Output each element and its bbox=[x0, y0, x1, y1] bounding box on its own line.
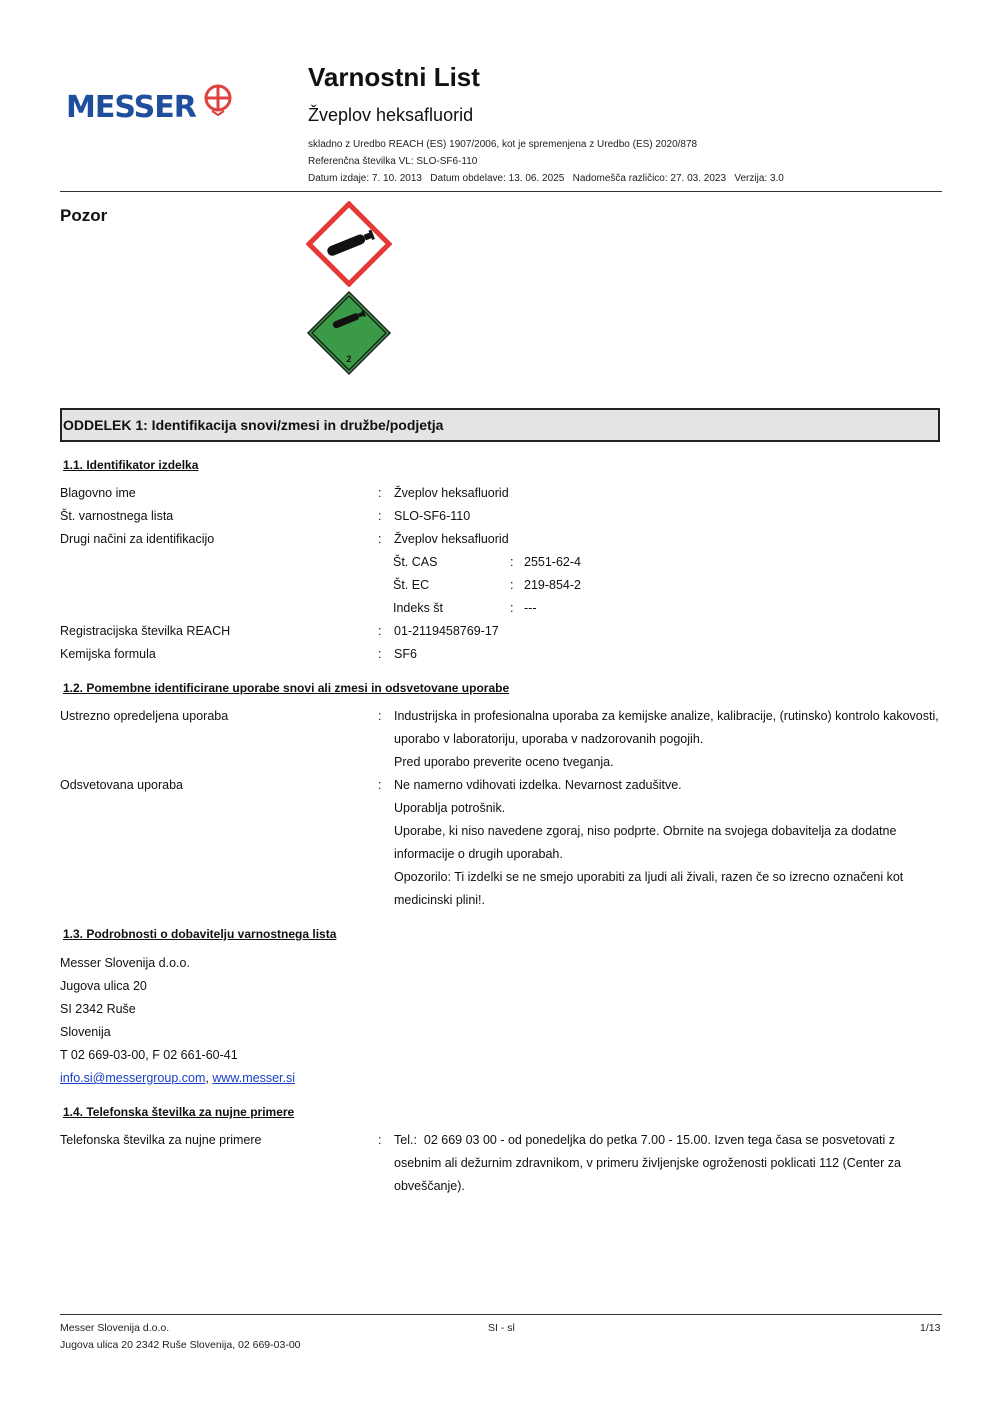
email-link[interactable]: info.si@messergroup.com bbox=[60, 1071, 206, 1085]
id-label: Št. CAS bbox=[393, 555, 438, 569]
field-label: Ustrezno opredeljena uporaba bbox=[60, 709, 229, 723]
colon: : bbox=[378, 509, 382, 523]
field-value: Žveplov heksafluorid bbox=[394, 532, 509, 546]
separator: , bbox=[205, 1071, 213, 1085]
colon: : bbox=[378, 624, 382, 638]
id-value: --- bbox=[524, 601, 537, 615]
supplier-contacts bbox=[60, 1071, 295, 1085]
colon: : bbox=[378, 486, 382, 500]
messer-logo-icon bbox=[203, 84, 233, 116]
document-title: Varnostni List bbox=[308, 62, 480, 92]
subsection-1-3-heading: 1.3. Podrobnosti o dobavitelju varnostnega lista bbox=[63, 927, 337, 941]
footer-address: Jugova ulica 20 2342 Ruše Slovenija, 02 669-03-00 bbox=[60, 1339, 301, 1351]
footer-company: Messer Slovenija d.o.o. bbox=[60, 1322, 170, 1334]
field-value: Žveplov heksafluorid bbox=[394, 486, 509, 500]
colon: : bbox=[510, 555, 514, 569]
field-value: Industrijska in profesionalna uporaba za kemijske analize, kalibracije, (rutinsko) kontrolo kakovosti, uporabo v laboratoriju, uporaba v nadzorovanih pogojih. bbox=[394, 709, 939, 746]
page-number: 1/13 bbox=[920, 1322, 941, 1334]
footer-locale: SI - sl bbox=[488, 1322, 515, 1334]
website-link[interactable]: www.messer.si bbox=[212, 1071, 295, 1085]
colon: : bbox=[510, 601, 514, 615]
colon: : bbox=[510, 578, 514, 592]
company-logo: MESSER bbox=[66, 90, 196, 125]
field-label: Drugi načini za identifikacijo bbox=[60, 532, 215, 546]
colon: : bbox=[378, 1133, 382, 1147]
subsection-1-1-heading: 1.1. Identifikator izdelka bbox=[63, 458, 199, 472]
id-label: Indeks št bbox=[393, 601, 444, 615]
footer-divider bbox=[60, 1314, 942, 1315]
field-label: Blagovno ime bbox=[60, 486, 136, 500]
field-label: Odsvetovana uporaba bbox=[60, 778, 184, 792]
field-label: Št. varnostnega lista bbox=[60, 509, 174, 523]
header-divider bbox=[60, 191, 942, 192]
field-value: SLO-SF6-110 bbox=[394, 509, 471, 523]
id-value: 2551-62-4 bbox=[524, 555, 581, 569]
product-name: Žveplov heksafluorid bbox=[308, 105, 474, 125]
field-value: Uporabe, ki niso navedene zgoraj, niso podprte. Obrnite na svojega dobavitelja za dodatne informacije o drugih uporabah. bbox=[394, 824, 897, 861]
class-number: 2 bbox=[346, 354, 352, 364]
colon: : bbox=[378, 647, 382, 661]
colon: : bbox=[378, 709, 382, 723]
field-label: Registracijska številka REACH bbox=[60, 624, 231, 638]
field-value: Pred uporabo preverite oceno tveganja. bbox=[394, 755, 614, 769]
supplier-city: SI 2342 Ruše bbox=[60, 1002, 136, 1016]
field-label: Kemijska formula bbox=[60, 647, 156, 661]
subsection-1-2-heading: 1.2. Pomembne identificirane uporabe snovi ali zmesi in odsvetovane uporabe bbox=[63, 681, 510, 695]
gas-cylinder-ghs-icon bbox=[306, 201, 392, 287]
field-value: SF6 bbox=[394, 647, 417, 661]
emergency-phone-text: Tel.: 02 669 03 00 - od ponedeljka do petka 7.00 - 15.00. Izven tega časa se posvetovati z osebnim ali dežurnim zdravnikom, v primeru življenjske ogroženosti poklicati 112 (Center za obveščanje). bbox=[394, 1133, 905, 1193]
supplier-name: Messer Slovenija d.o.o. bbox=[60, 956, 190, 970]
colon: : bbox=[378, 532, 382, 546]
field-value: 01-2119458769-17 bbox=[394, 624, 499, 638]
id-value: 219-854-2 bbox=[524, 578, 581, 592]
field-value: Opozorilo: Ti izdelki se ne smejo uporabiti za ljudi ali živali, razen če so izrecno označeni kot medicinski plini!. bbox=[394, 870, 904, 907]
supplier-phone: T 02 669-03-00, F 02 661-60-41 bbox=[60, 1048, 238, 1062]
supplier-country: Slovenija bbox=[60, 1025, 111, 1039]
field-value: Uporablja potrošnik. bbox=[394, 801, 506, 815]
subsection-1-4-heading: 1.4. Telefonska številka za nujne primere bbox=[63, 1105, 295, 1119]
dates-line: Datum izdaje: 7. 10. 2013 Datum obdelave: 13. 06. 2025 Nadomešča različico: 27. 03. 2023 Verzija: 3.0 bbox=[308, 173, 784, 184]
colon: : bbox=[378, 778, 382, 792]
supplier-street: Jugova ulica 20 bbox=[60, 979, 147, 993]
field-value: Ne namerno vdihovati izdelka. Nevarnost zadušitve. bbox=[394, 778, 682, 792]
regulation-line: skladno z Uredbo REACH (ES) 1907/2006, kot je spremenjena z Uredbo (ES) 2020/878 bbox=[308, 139, 698, 150]
class-2-non-flammable-gas-icon bbox=[306, 290, 392, 376]
field-label: Telefonska številka za nujne primere bbox=[60, 1133, 262, 1147]
section-title: ODDELEK 1: Identifikacija snovi/zmesi in družbe/podjetja bbox=[63, 417, 444, 433]
reference-line: Referenčna številka VL: SLO-SF6-110 bbox=[308, 156, 478, 167]
id-label: Št. EC bbox=[393, 578, 430, 592]
signal-word: Pozor bbox=[60, 206, 108, 225]
